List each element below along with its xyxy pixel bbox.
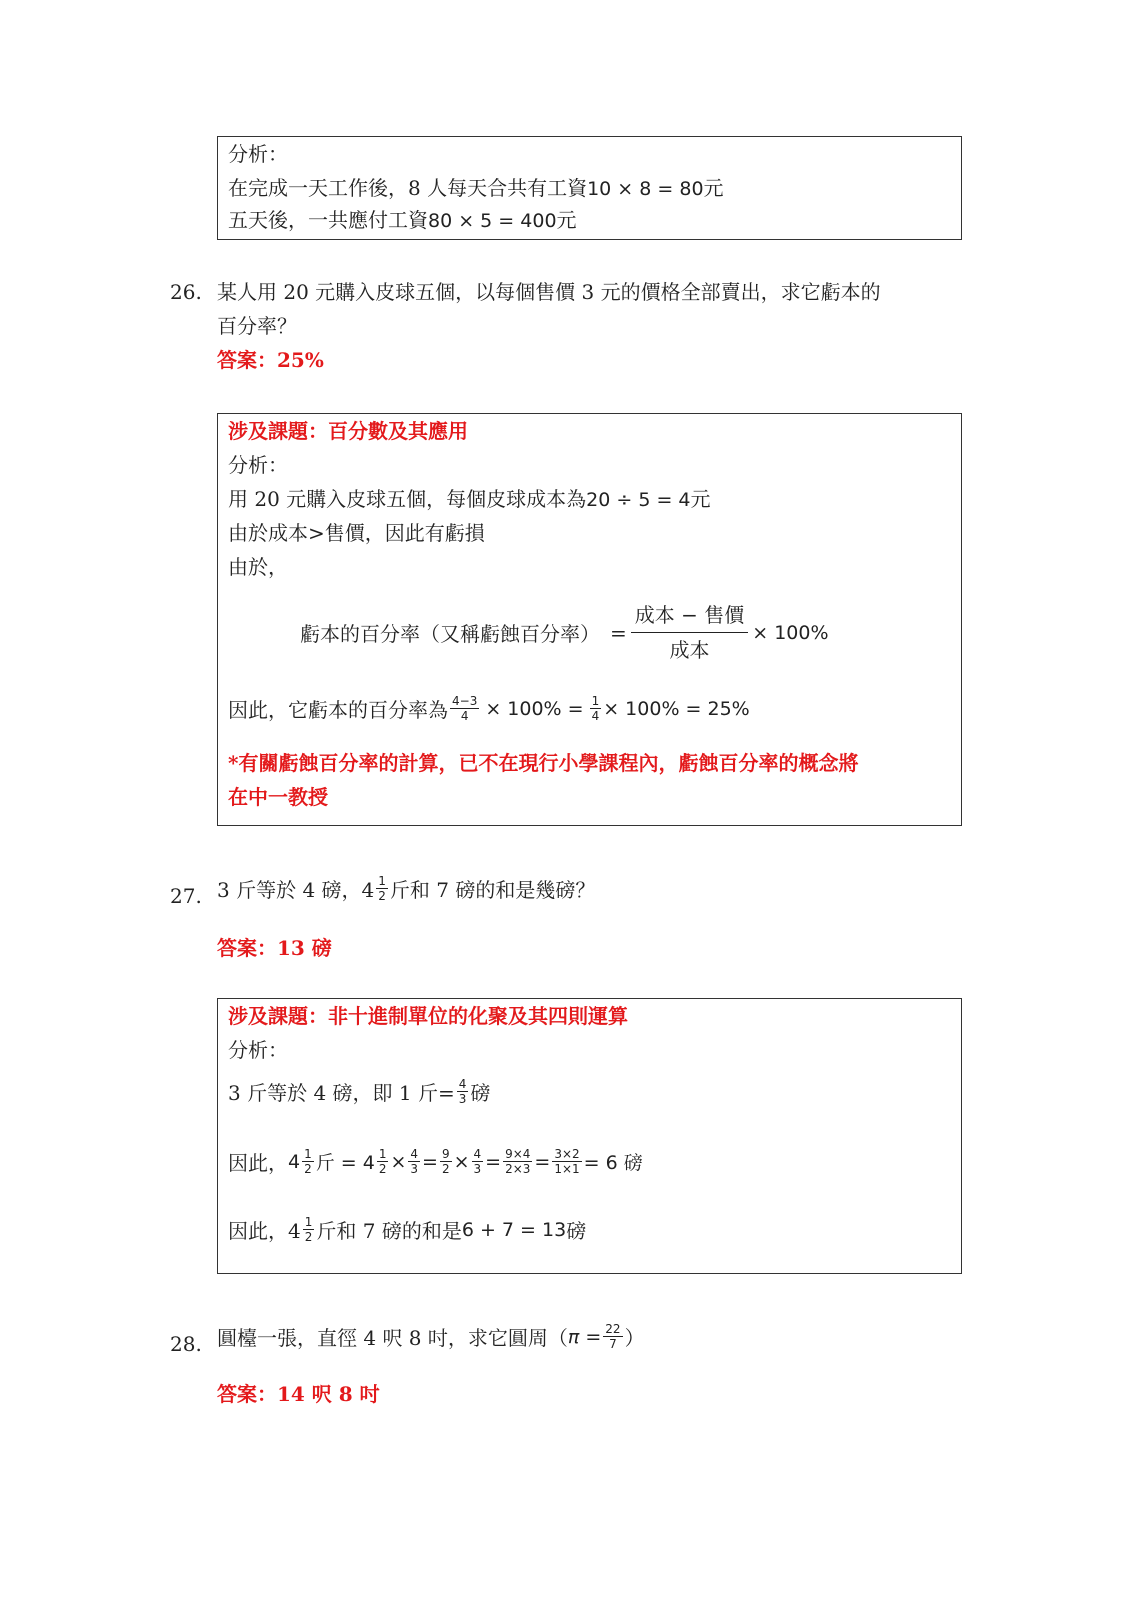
- analysis-result-line: 因此，4 $\frac{1}{2}$ 斤和 7 磅的和是 6 + 7 = 13 磅: [228, 1215, 587, 1244]
- analysis-line: 由於，: [228, 555, 288, 579]
- question-text: 圓檯一張，直徑 4 呎 8 吋，求它圓周（ π = $\frac{22}{7}$ ）: [217, 1322, 645, 1351]
- analysis-box-26: [217, 413, 962, 826]
- question-number: 27.: [170, 884, 202, 908]
- topic-heading: 涉及課題：百分數及其應用: [228, 419, 468, 443]
- analysis-box-27: [217, 998, 962, 1274]
- formula-loss-percentage: 虧本的百分率（又稱虧蝕百分率） = 成本 − 售價 成本 × 100%: [300, 598, 829, 667]
- question-number: 28.: [170, 1332, 202, 1356]
- analysis-label: 分析：: [228, 453, 288, 477]
- analysis-result-line: 因此，它虧本的百分率為 $\frac{4-3}{4}$ × 100% = $\frac{1}{4}$ × 100% = 25%: [228, 694, 750, 723]
- analysis-label: 分析：: [228, 1038, 288, 1062]
- analysis-box-25: [217, 136, 962, 240]
- question-number: 26.: [170, 280, 202, 304]
- question-text: 3 斤等於 4 磅，4 $\frac{1}{2}$ 斤和 7 磅的和是幾磅？: [217, 874, 596, 903]
- analysis-label: 分析：: [228, 142, 288, 166]
- question-text: 百分率？: [217, 314, 297, 338]
- analysis-line: 用 20 元購入皮球五個，每個皮球成本為20 ÷ 5 = 4元: [228, 487, 711, 511]
- analysis-line: 五天後，一共應付工資80 × 5 = 400元: [228, 208, 577, 232]
- analysis-line: 在完成一天工作後，8 人每天合共有工資10 × 8 = 80元: [228, 176, 724, 200]
- curriculum-note: *有關虧蝕百分率的計算，已不在現行小學課程內，虧蝕百分率的概念將: [228, 751, 859, 775]
- answer: 答案：25%: [217, 348, 324, 372]
- conversion-calculation: 因此， 4 $\frac{1}{2}$ 斤 = 4 $\frac{1}{2}$ × $\frac{4}{3}$ = $\frac{9}{2}$ × $\frac{4}{3}$ = $\frac{9\times 4}{2\times 3}$ = $\frac{3\times 2}{1\times 1}$ = 6 磅: [228, 1147, 643, 1176]
- curriculum-note: 在中一教授: [228, 785, 328, 809]
- answer: 答案：14 呎 8 吋: [217, 1382, 380, 1406]
- question-text: 某人用 20 元購入皮球五個，以每個售價 3 元的價格全部賣出，求它虧本的: [217, 280, 881, 304]
- topic-heading: 涉及課題：非十進制單位的化聚及其四則運算: [228, 1004, 628, 1028]
- analysis-line: 3 斤等於 4 磅，即 1 斤= $\frac{4}{3}$ 磅: [228, 1077, 491, 1106]
- analysis-line: 由於成本>售價，因此有虧損: [228, 521, 485, 545]
- answer: 答案：13 磅: [217, 936, 332, 960]
